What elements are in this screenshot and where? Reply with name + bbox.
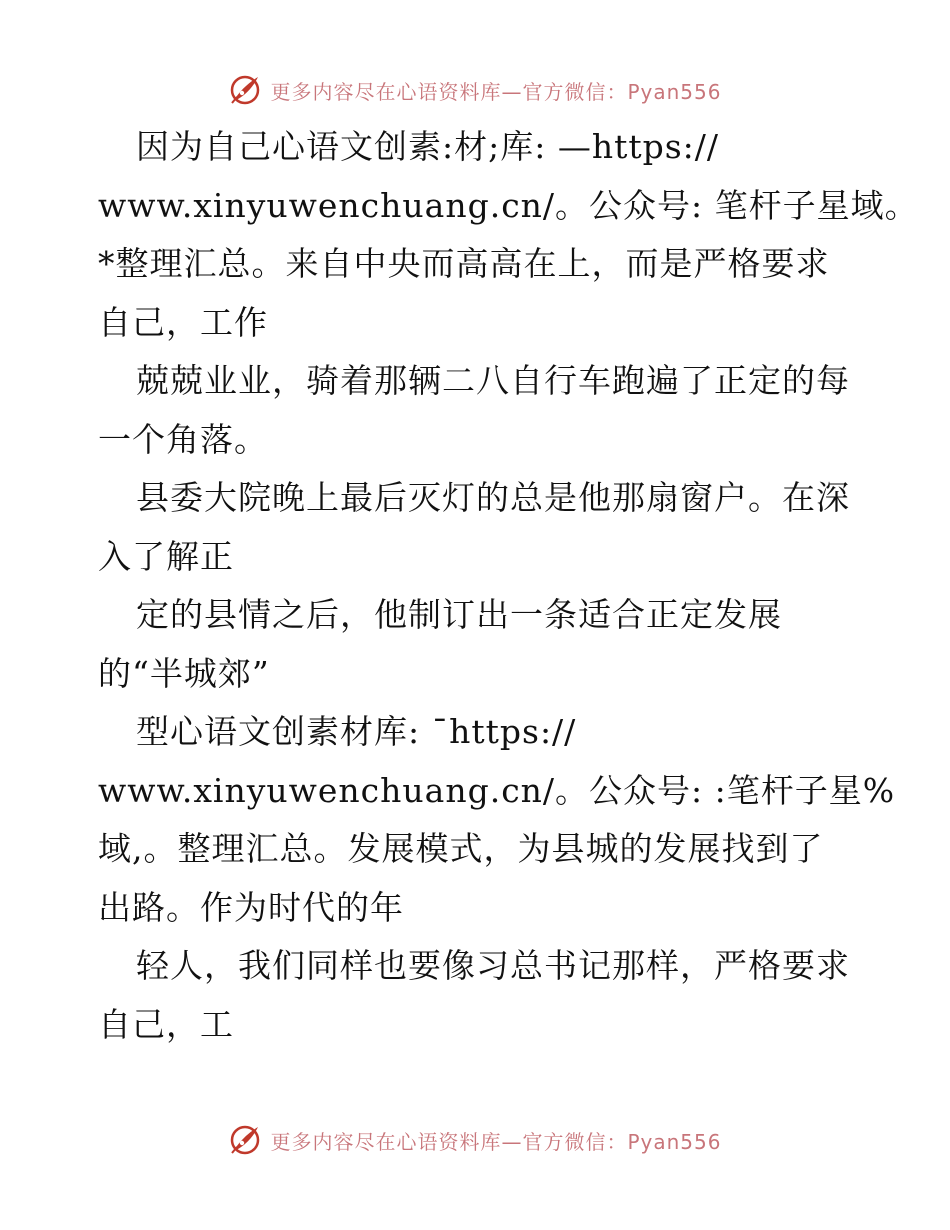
body-line: 入了解正 [98, 536, 234, 576]
body-line: *整理汇总。来自中央而高高在上，而是严格要求 [98, 244, 830, 283]
body-line: 县委大院晚上最后灭灯的总是他那扇窗户。在深 [136, 478, 850, 517]
body-line: 域,。整理汇总。发展模式，为县城的发展找到了 [98, 829, 824, 868]
body-line: 兢兢业业，骑着那辆二八自行车跑遍了正定的每 [136, 361, 850, 400]
body-line: www.xinyuwenchuang.cn/。公众号: :笔杆子星% [98, 770, 896, 810]
body-line: 定的县情之后，他制订出一条适合正定发展 [136, 595, 782, 634]
header-banner [0, 70, 950, 110]
quill-logo-icon [228, 1123, 262, 1157]
footer-banner-text: 更多内容尽在心语资料库—官方微信：Pyan556 [270, 1129, 722, 1154]
body-line: 轻人，我们同样也要像习总书记那样，严格要求 [136, 946, 850, 985]
document-body [98, 118, 919, 1054]
body-line: 出路。作为时代的年 [98, 887, 404, 927]
quill-logo-icon [228, 73, 262, 107]
body-line: 的“半城郊” [98, 653, 270, 693]
body-line: 自己，工作 [98, 302, 268, 342]
body-line: 一个角落。 [98, 419, 268, 459]
body-line: 型心语文创素材库: ¯https:// [136, 712, 577, 751]
body-line: 因为自己心语文创素:材;库: —https:// [136, 127, 720, 166]
header-banner-text: 更多内容尽在心语资料库—官方微信：Pyan556 [270, 79, 722, 104]
body-line: 自己，工 [98, 1004, 234, 1044]
body-line: www.xinyuwenchuang.cn/。公众号: 笔杆子星域。 [98, 185, 919, 225]
footer-banner [0, 1120, 950, 1160]
